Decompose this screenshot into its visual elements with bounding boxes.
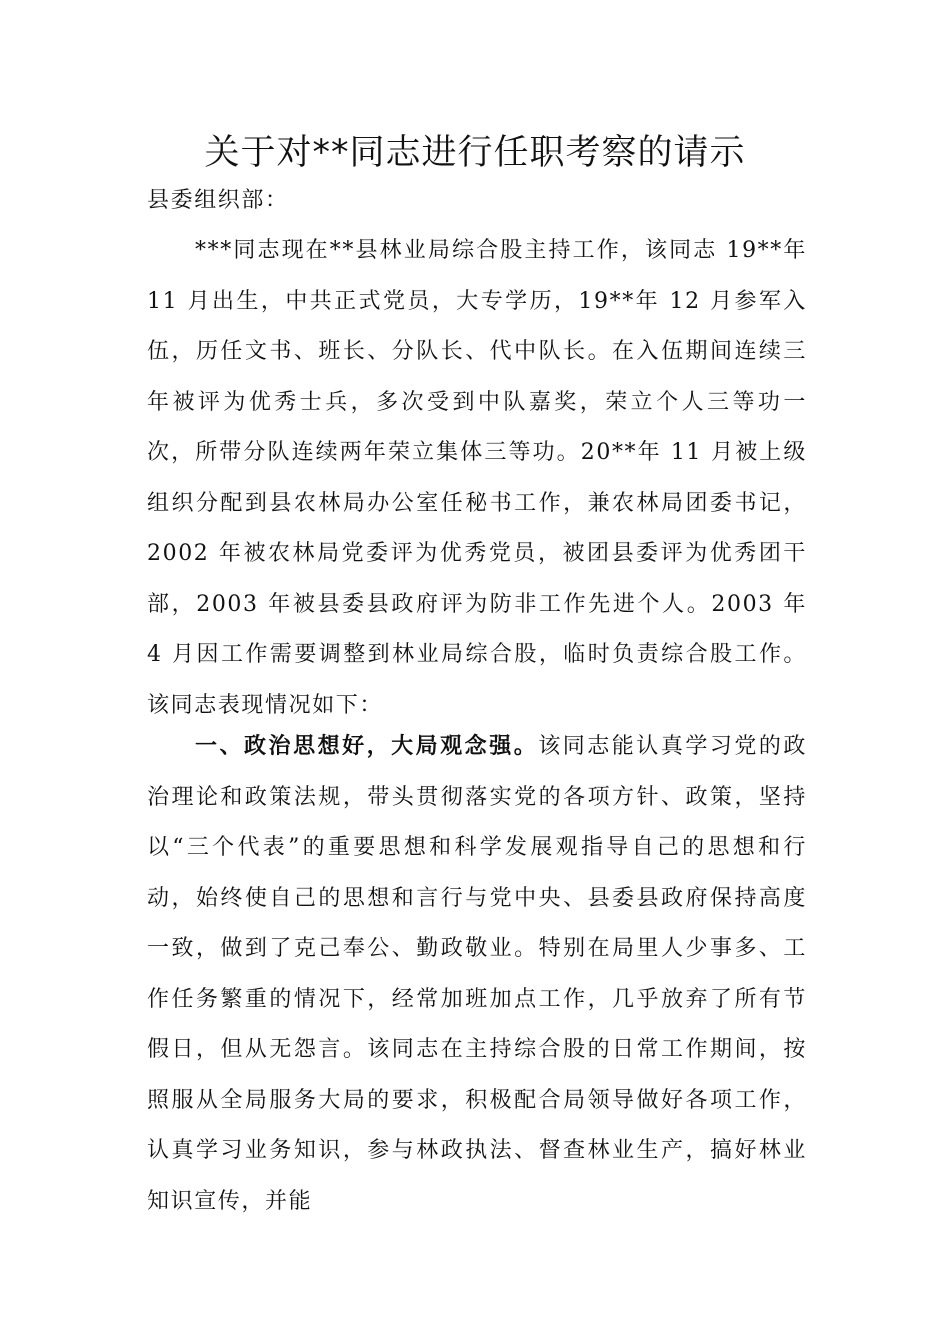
document-title: 关于对**同志进行任职考察的请示 [204,133,746,173]
section-1-body: 该同志能认真学习党的政治理论和政策法规，带头贯彻落实党的各项方针、政策，坚持以“三个代表”的重要思想和科学发展观指导自己的思想和行动，始终使自己的思想和言行与党中央、县委县政府保持高度一致，做到了克己奉公、勤政敬业。特别在局里人少事多、工作任务繁重的情况下，经常加班加点工作，几乎放弃了所有节假日，但从无怨言。该同志在主持综合股的日常工作期间，按照服从全局服务大局的要求，积极配合局领导做好各项工作，认真学习业务知识，参与林政执法、督查林业生产，搞好林业知识宣传，并能 [147,734,807,1214]
paragraph-section-1 [147,722,807,1227]
salutation: 县委组织部： [147,188,289,213]
section-1-heading: 一、政治思想好，大局观念强。 [195,734,539,759]
paragraph-intro: ***同志现在**县林业局综合股主持工作，该同志 19**年 11 月出生，中共正式党员，大专学历，19**年 12 月参军入伍，历任文书、班长、分队长、代中队长。在入伍期间连续三年被评为优秀士兵，多次受到中队嘉奖，荣立个人三等功一次，所带分队连续两年荣立集体三等功。20**年 11 月被上级组织分配到县农林局办公室任秘书工作，兼农林局团委书记，2002 年被农林局党委评为优秀党员，被团县委评为优秀团干部，2003 年被县委县政府评为防非工作先进个人。2003 年 4 月因工作需要调整到林业局综合股，临时负责综合股工作。该同志表现情况如下： [147,238,807,718]
